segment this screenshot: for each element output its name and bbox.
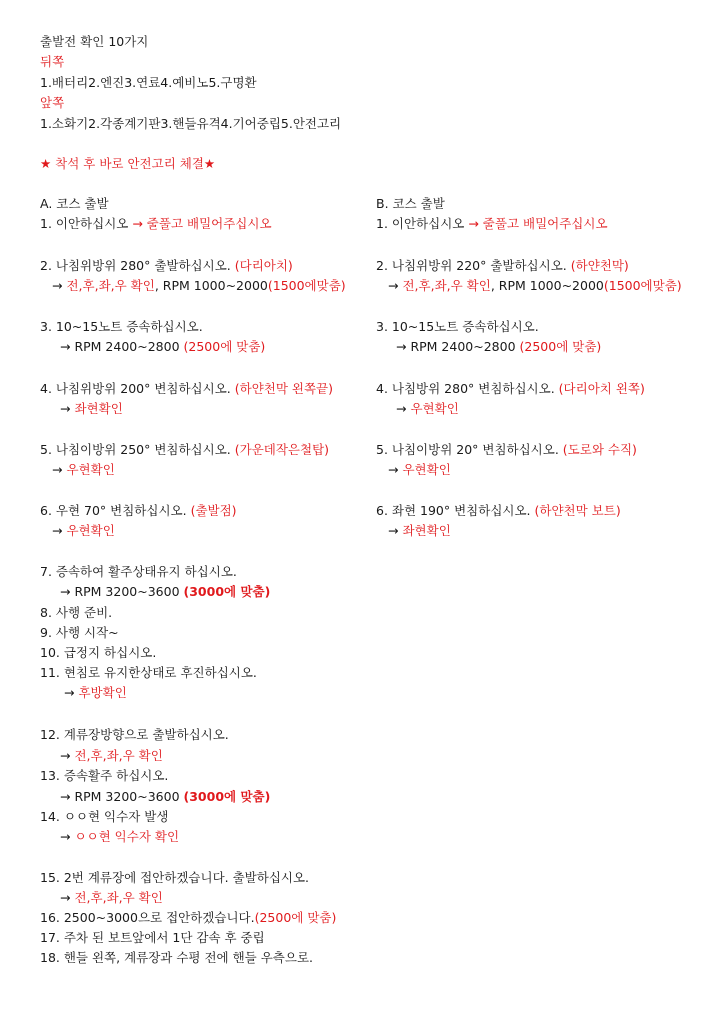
step-rpm: → RPM 2400~2800 <box>60 339 180 354</box>
step-rpm: → RPM 2400~2800 <box>396 339 516 354</box>
step-12-detail <box>60 748 163 764</box>
step-ref: (하얀천막 왼쪽끝) <box>234 381 334 396</box>
step-14-detail <box>60 829 179 845</box>
step-note: → 줄풀고 배밀어주십시오 <box>132 216 272 231</box>
step-text: 2. 나침위방위 280° 출발하십시오. <box>40 258 231 273</box>
step-12: 12. 계류장방향으로 출발하십시오. <box>40 727 229 742</box>
step-rpm-set: (1500에맞춤) <box>267 278 346 293</box>
step-check: 전,후,좌,우 확인 <box>74 890 163 905</box>
course-b-heading: B. 코스 출발 <box>376 196 445 211</box>
step-rpm-set: (2500에 맞춤) <box>183 339 266 354</box>
step-text: 5. 나침이방위 250° 변침하십시오. <box>40 442 231 457</box>
course-b-step-2 <box>376 258 629 274</box>
course-b-step-2-detail <box>388 278 682 294</box>
step-check: 좌현확인 <box>402 523 451 538</box>
step-ref: (도로와 수직) <box>562 442 637 457</box>
step-11-detail <box>64 685 127 701</box>
step-rpm-set: (2500에 맞춤) <box>254 910 337 925</box>
course-b-step-5 <box>376 442 637 458</box>
step-rpm: , RPM 1000~2000 <box>154 278 268 293</box>
step-rpm-set: (2500에 맞춤) <box>519 339 602 354</box>
step-9: 9. 사행 시작~ <box>40 625 119 640</box>
rear-items: 1.배터리2.엔진3.연료4.예비노5.구명환 <box>40 75 257 90</box>
step-15-detail <box>60 890 163 906</box>
step-ref: (출발점) <box>190 503 237 518</box>
step-check: 전,후,좌,우 확인 <box>74 748 163 763</box>
step-ref: (하얀천막) <box>570 258 629 273</box>
arrow-icon: → <box>388 523 399 538</box>
step-17: 17. 주차 된 보트앞에서 1단 감속 후 중립 <box>40 930 265 945</box>
step-13-detail <box>60 789 270 805</box>
course-a-step-1 <box>40 216 272 232</box>
step-ref: (하얀천막 보트) <box>534 503 621 518</box>
step-text: 4. 나침방위 280° 변침하십시오. <box>376 381 555 396</box>
step-text: 1. 이안하십시오 <box>40 216 129 231</box>
doc-title: 출발전 확인 10가지 <box>40 34 149 49</box>
arrow-icon: → <box>396 401 407 416</box>
step-rpm-set: (3000에 맞춤) <box>183 789 271 804</box>
step-note: → 줄풀고 배밀어주십시오 <box>468 216 608 231</box>
arrow-icon: → <box>60 890 71 905</box>
step-check: 우현확인 <box>410 401 459 416</box>
course-a-step-5-detail <box>52 462 115 478</box>
arrow-icon: → <box>52 278 63 293</box>
course-a-step-4-detail <box>60 401 123 417</box>
course-a-step-3: 3. 10~15노트 증속하십시오. <box>40 319 203 334</box>
safety-notice: ★ 착석 후 바로 안전고리 체결★ <box>40 156 216 171</box>
course-b-step-3: 3. 10~15노트 증속하십시오. <box>376 319 539 334</box>
arrow-icon: → <box>52 462 63 477</box>
arrow-icon: → <box>388 462 399 477</box>
step-text: 6. 우현 70° 변침하십시오. <box>40 503 187 518</box>
course-a-step-3-detail <box>60 339 265 355</box>
step-7: 7. 증속하여 활주상태유지 하십시오. <box>40 564 237 579</box>
step-16 <box>40 910 336 926</box>
step-10: 10. 급정지 하십시오. <box>40 645 157 660</box>
step-check: 우현확인 <box>402 462 451 477</box>
course-a-heading: A. 코스 출발 <box>40 196 109 211</box>
course-a-step-2-detail <box>52 278 346 294</box>
course-b-step-6-detail <box>388 523 451 539</box>
step-text: 16. 2500~3000으로 접안하겠습니다. <box>40 910 255 925</box>
course-a-step-5 <box>40 442 329 458</box>
front-items: 1.소화기2.각종계기판3.핸들유격4.기어중립5.안전고리 <box>40 116 342 131</box>
course-b-step-1 <box>376 216 608 232</box>
step-13: 13. 증속활주 하십시오. <box>40 768 169 783</box>
step-15: 15. 2번 계류장에 접안하겠습니다. 출발하십시오. <box>40 870 310 885</box>
arrow-icon: → <box>388 278 399 293</box>
step-ref: (다리아치 왼쪽) <box>558 381 645 396</box>
course-b-step-6 <box>376 503 621 519</box>
step-check: 좌현확인 <box>74 401 123 416</box>
step-check: 후방확인 <box>78 685 127 700</box>
course-a-step-2 <box>40 258 293 274</box>
rear-heading: 뒤쪽 <box>40 54 65 69</box>
step-text: 6. 좌현 190° 변침하십시오. <box>376 503 531 518</box>
arrow-icon: → <box>60 748 71 763</box>
step-rpm-set: (1500에맞춤) <box>603 278 682 293</box>
step-text: 2. 나침위방위 220° 출발하십시오. <box>376 258 567 273</box>
step-rpm: → RPM 3200~3600 <box>60 789 180 804</box>
arrow-icon: → <box>52 523 63 538</box>
course-b-step-3-detail <box>396 339 601 355</box>
step-18: 18. 핸들 왼쪽, 계류장과 수평 전에 핸들 우측으로. <box>40 950 313 965</box>
arrow-icon: → <box>64 685 75 700</box>
step-11: 11. 현침로 유지한상태로 후진하십시오. <box>40 665 257 680</box>
front-heading: 앞쪽 <box>40 95 65 110</box>
step-rpm: , RPM 1000~2000 <box>490 278 604 293</box>
step-check: 전,후,좌,우 확인 <box>66 278 155 293</box>
arrow-icon: → <box>60 829 71 844</box>
step-text: 1. 이안하십시오 <box>376 216 465 231</box>
step-check: 우현확인 <box>66 523 115 538</box>
course-b-step-4 <box>376 381 645 397</box>
step-check: ㅇㅇ현 익수자 확인 <box>74 829 180 844</box>
course-a-step-4 <box>40 381 333 397</box>
course-a-step-6 <box>40 503 237 519</box>
step-check: 전,후,좌,우 확인 <box>402 278 491 293</box>
course-b-step-4-detail <box>396 401 459 417</box>
step-text: 4. 나침위방위 200° 변침하십시오. <box>40 381 231 396</box>
step-check: 우현확인 <box>66 462 115 477</box>
arrow-icon: → <box>60 401 71 416</box>
step-rpm: → RPM 3200~3600 <box>60 584 180 599</box>
course-b-step-5-detail <box>388 462 451 478</box>
step-text: 5. 나침이방위 20° 변침하십시오. <box>376 442 559 457</box>
step-ref: (가운데작은철탑) <box>234 442 330 457</box>
step-rpm-set: (3000에 맞춤) <box>183 584 271 599</box>
course-a-step-6-detail <box>52 523 115 539</box>
step-7-detail <box>60 584 270 600</box>
step-ref: (다리아치) <box>234 258 293 273</box>
step-8: 8. 사행 준비. <box>40 605 113 620</box>
step-14: 14. ㅇㅇ현 익수자 발생 <box>40 809 169 824</box>
